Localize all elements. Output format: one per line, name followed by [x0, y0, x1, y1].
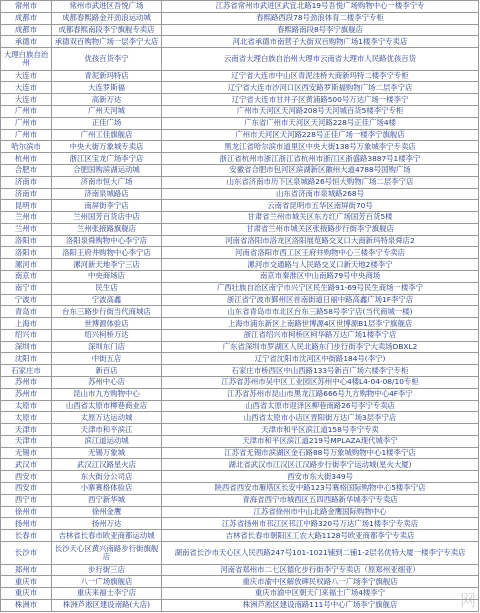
store-name-cell: 成都春熙路金开劲浪运动城	[52, 13, 162, 24]
store-name-cell: 西宁新华城	[52, 495, 162, 506]
table-row	[1, 82, 479, 94]
store-name-cell: 绍兴柯桥万达	[52, 330, 162, 341]
store-name-cell: 洛阳泉舜购物中心李宁店	[52, 236, 162, 247]
store-name-cell: 承德双百购物广场一层李宁大店	[52, 36, 162, 47]
table-row	[1, 118, 479, 130]
city-cell: 漯河市	[1, 259, 52, 270]
address-cell: 山东省青岛市市北区台东三路58号李宁店(当代商城一楼)	[162, 306, 479, 317]
address-cell: 广东省深圳市罗湖区人民北路东门步行街李宁大卖场DBXL2	[162, 342, 479, 353]
store-name-cell: 中央大街万象城专卖店	[52, 141, 162, 152]
table-row	[1, 424, 479, 436]
city-cell: 广州市	[1, 106, 52, 117]
city-cell: 沈阳市	[1, 353, 52, 364]
address-cell: 重庆市渝中区朝天门来福士广场4楼李宁	[162, 588, 479, 599]
table-row	[1, 13, 479, 25]
city-cell: 济南市	[1, 189, 52, 200]
store-name-cell: 滨江道运动城	[52, 436, 162, 447]
store-name-cell: 兰州国芳百货店中店	[52, 212, 162, 223]
address-cell: 天津市和平区滨江道219号MPLAZA现代城李宁	[162, 436, 479, 447]
table-row	[1, 530, 479, 542]
store-name-cell: 昆山市九方购物中心	[52, 389, 162, 400]
city-cell: 昆明市	[1, 200, 52, 211]
store-name-cell: 宁波高鑫	[52, 295, 162, 306]
store-name-cell: 漯河新天地李宁三店	[52, 259, 162, 270]
city-cell: 哈尔滨市	[1, 141, 52, 152]
store-name-cell: 深圳东门店	[52, 342, 162, 353]
table-row	[1, 48, 479, 71]
city-cell: 大连市	[1, 82, 52, 93]
store-name-cell: 扬州万达	[52, 518, 162, 529]
address-cell: 广州市天河区天河路228号正佳广场一楼李宁旗舰店	[162, 130, 479, 141]
store-name-cell: 广州工佳旗舰店	[52, 130, 162, 141]
address-cell: 江苏省苏州市昆山市黑龙江路666号九方购物中心4F李宁	[162, 389, 479, 400]
city-cell: 常州市	[1, 1, 52, 12]
table-row	[1, 448, 479, 460]
address-cell: 浙江省宁波市鄞州区首南街道日丽中路高鑫广场1F李宁店	[162, 295, 479, 306]
table-row	[1, 189, 479, 201]
city-cell: 深圳市	[1, 342, 52, 353]
table-row	[1, 247, 479, 259]
store-name-cell: 合肥国购滨湖运动城	[52, 165, 162, 176]
store-name-cell: 济南泉城路店	[52, 189, 162, 200]
store-name-cell: 常州市武进区吾悦广场	[52, 1, 162, 12]
store-name-cell: 山西省太原市柳巷商业店	[52, 401, 162, 412]
table-row	[1, 259, 479, 271]
city-cell: 济南市	[1, 177, 52, 188]
store-name-cell: 无锡万象城	[52, 448, 162, 459]
store-name-cell: 浙江区宝龙广场李宁店	[52, 153, 162, 164]
address-cell: 甘肃省兰州市城关区东方红广场国芳百货5楼	[162, 212, 479, 223]
store-name-cell: 小寨赛格体验店	[52, 483, 162, 494]
address-cell: 江苏省苏州市吴中区工业园区苏州中心4楼L4-04-08/10专柜	[162, 377, 479, 388]
table-row	[1, 401, 479, 413]
city-cell: 天津市	[1, 436, 52, 447]
city-cell: 大连市	[1, 71, 52, 82]
table-row	[1, 576, 479, 588]
store-name-cell: 大连罗斯福	[52, 82, 162, 93]
address-cell: 山东省济南市历下区泉城路26号恒大购物广场二层李宁店	[162, 177, 479, 188]
address-cell: 青海省西宁市城西区五四西路新华城李宁专卖店	[162, 495, 479, 506]
city-cell: 重庆市	[1, 588, 52, 599]
table-row	[1, 130, 479, 142]
address-cell: 株洲芦淞区建设南路111号中心广场李宁旗舰店	[162, 600, 479, 611]
address-cell: 吉林省长春市朝阳区工农大路1128号欧亚商都李宁专卖店	[162, 530, 479, 541]
store-name-cell: 兰州张掖路旗舰店	[52, 224, 162, 235]
city-cell: 兰州市	[1, 212, 52, 223]
table-row	[1, 318, 479, 330]
city-cell: 西安市	[1, 483, 52, 494]
address-cell: 重庆市渝中区解放碑民权路八一广场李宁旗舰店	[162, 576, 479, 587]
address-cell: 广州市天河区天河路208号天河城百货5楼李宁专柜	[162, 106, 479, 117]
table-row	[1, 94, 479, 106]
address-cell: 云南省昆明市五华区南屏街70号	[162, 200, 479, 211]
address-cell: 湖南省长沙市天心区人民西路247号101-1021铺到二铺1-2层名优特大厦一楼李宁专卖店	[162, 542, 479, 564]
store-name-cell: 八一广场旗舰店	[52, 576, 162, 587]
address-cell: 安徽省合肥市包河区滨湖新区徽州大道4788号国购广场	[162, 165, 479, 176]
table-row	[1, 518, 479, 530]
city-cell: 南京市	[1, 271, 52, 282]
store-name-cell: 中央商场店	[52, 271, 162, 282]
address-cell: 山西省太原市迎泽区柳巷南路26号李宁专卖店	[162, 401, 479, 412]
address-cell: 辽宁省大连市沙河口区西安路罗斯福购物广场二层李宁店	[162, 82, 479, 93]
city-cell: 合肥市	[1, 165, 52, 176]
store-name-cell: 新百店	[52, 365, 162, 376]
city-cell: 宁波市	[1, 295, 52, 306]
city-cell: 兰州市	[1, 224, 52, 235]
store-name-cell: 优孩百货李宁	[52, 48, 162, 70]
city-cell: 扬州市	[1, 518, 52, 529]
address-cell: 辽宁省大连市中山区青泥洼桥大商新玛特二楼李宁专柜	[162, 71, 479, 82]
city-cell: 广州市	[1, 118, 52, 129]
city-cell: 徐州市	[1, 507, 52, 518]
city-cell: 南宁市	[1, 283, 52, 294]
table-row	[1, 542, 479, 565]
table-row	[1, 153, 479, 165]
address-cell: 陕西省西安市雁塔区长安中路123号赛格国际购物中心5楼李宁店	[162, 483, 479, 494]
table-row	[1, 565, 479, 577]
city-cell: 广州市	[1, 130, 52, 141]
city-cell: 石家庄市	[1, 365, 52, 376]
address-cell: 浙江省绍兴市柯桥区柯华路万达广场1楼李宁店	[162, 330, 479, 341]
store-name-cell: 青泥新玛特店	[52, 71, 162, 82]
store-name-cell: 广州天河城	[52, 106, 162, 117]
store-name-cell: 吉林省长春市欧亚商都运动城	[52, 530, 162, 541]
address-cell: 西安市东大街349号	[162, 471, 479, 482]
watermark-text: 网	[459, 591, 476, 610]
table-row	[1, 165, 479, 177]
address-cell: 春熙路西段78号劲浪体育二楼李宁专柜	[162, 13, 479, 24]
table-row	[1, 330, 479, 342]
address-cell: 甘肃省兰州市城关区张掖路步行街李宁旗舰店	[162, 224, 479, 235]
address-cell: 黑龙江省哈尔滨市道里区中央大街138号万象城李宁专卖店	[162, 141, 479, 152]
table-row	[1, 200, 479, 212]
city-cell: 上海市	[1, 318, 52, 329]
address-cell: 南京市秦淮区中山南路79号中央商场	[162, 271, 479, 282]
store-name-cell: 台东三路步行街当代商城店	[52, 306, 162, 317]
city-cell: 杭州市	[1, 153, 52, 164]
city-cell: 成都市	[1, 25, 52, 36]
store-name-cell: 天津市和平滨江	[52, 424, 162, 435]
store-name-cell: 苏州中心店	[52, 377, 162, 388]
store-name-cell: 世博源体验店	[52, 318, 162, 329]
address-cell: 山西省太原市小店区晋阳街万达广场3层李宁店	[162, 412, 479, 423]
table-row	[1, 495, 479, 507]
address-cell: 江苏省徐州市中山北路金鹰国际购物中心	[162, 507, 479, 518]
address-cell: 广西壮族自治区南宁市兴宁区民生路91-69号民生商场一楼李宁	[162, 283, 479, 294]
store-name-cell: 太原万达运动城	[52, 412, 162, 423]
table-row	[1, 353, 479, 365]
address-cell: 江苏省无锡市滨湖区金石路88号万象城购物中心1楼李宁店	[162, 448, 479, 459]
city-cell: 西安市	[1, 471, 52, 482]
table-row	[1, 507, 479, 519]
table-row	[1, 365, 479, 377]
table-row	[1, 377, 479, 389]
store-name-cell: 中街五店	[52, 353, 162, 364]
store-name-cell: 济南市恒大广场	[52, 177, 162, 188]
table-row	[1, 212, 479, 224]
table-row	[1, 306, 479, 318]
store-name-cell: 高新万达	[52, 94, 162, 105]
store-name-cell: 长沙天心区黄兴南路步行街旗舰店	[52, 542, 162, 564]
table-row	[1, 436, 479, 448]
address-cell: 江苏省扬州市邗江区邗江中路320号万达广场1楼李宁专卖店	[162, 518, 479, 529]
address-cell: 河南省郑州市二七区德化步行街李宁专卖店（原郑州亚细亚）	[162, 565, 479, 576]
city-cell: 成都市	[1, 13, 52, 24]
city-cell: 洛阳市	[1, 247, 52, 258]
table-row	[1, 271, 479, 283]
table-row	[1, 600, 479, 612]
store-name-cell: 东大街分公司店	[52, 471, 162, 482]
table-row	[1, 25, 479, 37]
city-cell: 绍兴市	[1, 330, 52, 341]
address-cell: 江苏省常州市武进区武宜北路19号吾悦广场购物中心一楼李宁专	[162, 1, 479, 12]
store-name-cell: 武汉江汉路星火店	[52, 459, 162, 470]
city-cell: 郑州市	[1, 565, 52, 576]
address-cell: 春熙路南段8号李宁旗舰店	[162, 25, 479, 36]
address-cell: 河北省承德市南营子大街双百购物广场1楼李宁专卖店	[162, 36, 479, 47]
city-cell: 太原市	[1, 412, 52, 423]
address-cell: 漯河市交通路与人民路交叉口新天地2楼李宁	[162, 259, 479, 270]
store-name-cell: 徐州金鹰	[52, 507, 162, 518]
store-name-cell: 步行街三店	[52, 565, 162, 576]
city-cell: 大理白族自治州	[1, 48, 52, 70]
city-cell: 大连市	[1, 94, 52, 105]
store-name-cell: 正佳广场	[52, 118, 162, 129]
table-row	[1, 236, 479, 248]
city-cell: 青岛市	[1, 306, 52, 317]
city-cell: 洛阳市	[1, 236, 52, 247]
city-cell: 苏州市	[1, 377, 52, 388]
table-row	[1, 224, 479, 236]
address-cell: 河南省洛阳市西工区王府井购物中心三楼李宁专卖店	[162, 247, 479, 258]
table-row	[1, 283, 479, 295]
table-row	[1, 177, 479, 189]
address-cell: 石家庄市桥西区中山西路133号新百广场六楼李宁专柜	[162, 365, 479, 376]
table-row	[1, 483, 479, 495]
city-cell: 太原市	[1, 401, 52, 412]
address-cell: 湖北省武汉市江汉区江汉路步行街李宁运动城(星火大厦)	[162, 459, 479, 470]
store-name-cell: 洛阳王府井购物中心李宁店	[52, 247, 162, 258]
city-cell: 长春市	[1, 530, 52, 541]
city-cell: 株洲市	[1, 600, 52, 611]
table-row	[1, 295, 479, 307]
address-cell: 云南省大理白族自治州大理市云南省大理市人民路优孩百货	[162, 48, 479, 70]
city-cell: 承德市	[1, 36, 52, 47]
table-row	[1, 459, 479, 471]
city-cell: 西宁市	[1, 495, 52, 506]
address-cell: 河南省洛阳市洛龙区洛阳展览路交叉口大商新玛特泉舜店2	[162, 236, 479, 247]
address-cell: 上海市浦东新区上南路世博源4区世博源B1层李宁旗舰店	[162, 318, 479, 329]
table-row	[1, 412, 479, 424]
table-row	[1, 141, 479, 153]
store-name-cell: 南屏街李宁店	[52, 200, 162, 211]
table-row	[1, 389, 479, 401]
address-cell: 辽宁省大连市甘井子区黄浦路500号万达广场一楼李宁	[162, 94, 479, 105]
address-cell: 浙江省杭州市浙江浙江省杭州市浙江区浙盛路3887号1楼李宁	[162, 153, 479, 164]
table-row	[1, 1, 479, 13]
store-name-cell: 株洲芦淞区建设南路(大店)	[52, 600, 162, 611]
address-cell: 广东省广州市天河区天河路228号正佳广场4楼	[162, 118, 479, 129]
table-row	[1, 588, 479, 600]
store-name-cell: 民生店	[52, 283, 162, 294]
city-cell: 天津市	[1, 424, 52, 435]
city-cell: 武汉市	[1, 459, 52, 470]
city-cell: 长沙市	[1, 542, 52, 564]
city-cell: 苏州市	[1, 389, 52, 400]
table-row	[1, 342, 479, 354]
store-name-cell: 重庆来福士李宁店	[52, 588, 162, 599]
address-cell: 山东省济南市泉城路268号	[162, 189, 479, 200]
table-row	[1, 36, 479, 48]
city-cell: 无锡市	[1, 448, 52, 459]
address-cell: 辽宁省沈阳市沈河区中街路184号(李宁)	[162, 353, 479, 364]
city-cell: 重庆市	[1, 576, 52, 587]
store-name-cell: 成都春熙南段李宁旗舰专卖店	[52, 25, 162, 36]
table-row	[1, 471, 479, 483]
table-row	[1, 71, 479, 83]
table-row	[1, 106, 479, 118]
address-cell: 天津市和平区滨江道158号李宁专卖	[162, 424, 479, 435]
